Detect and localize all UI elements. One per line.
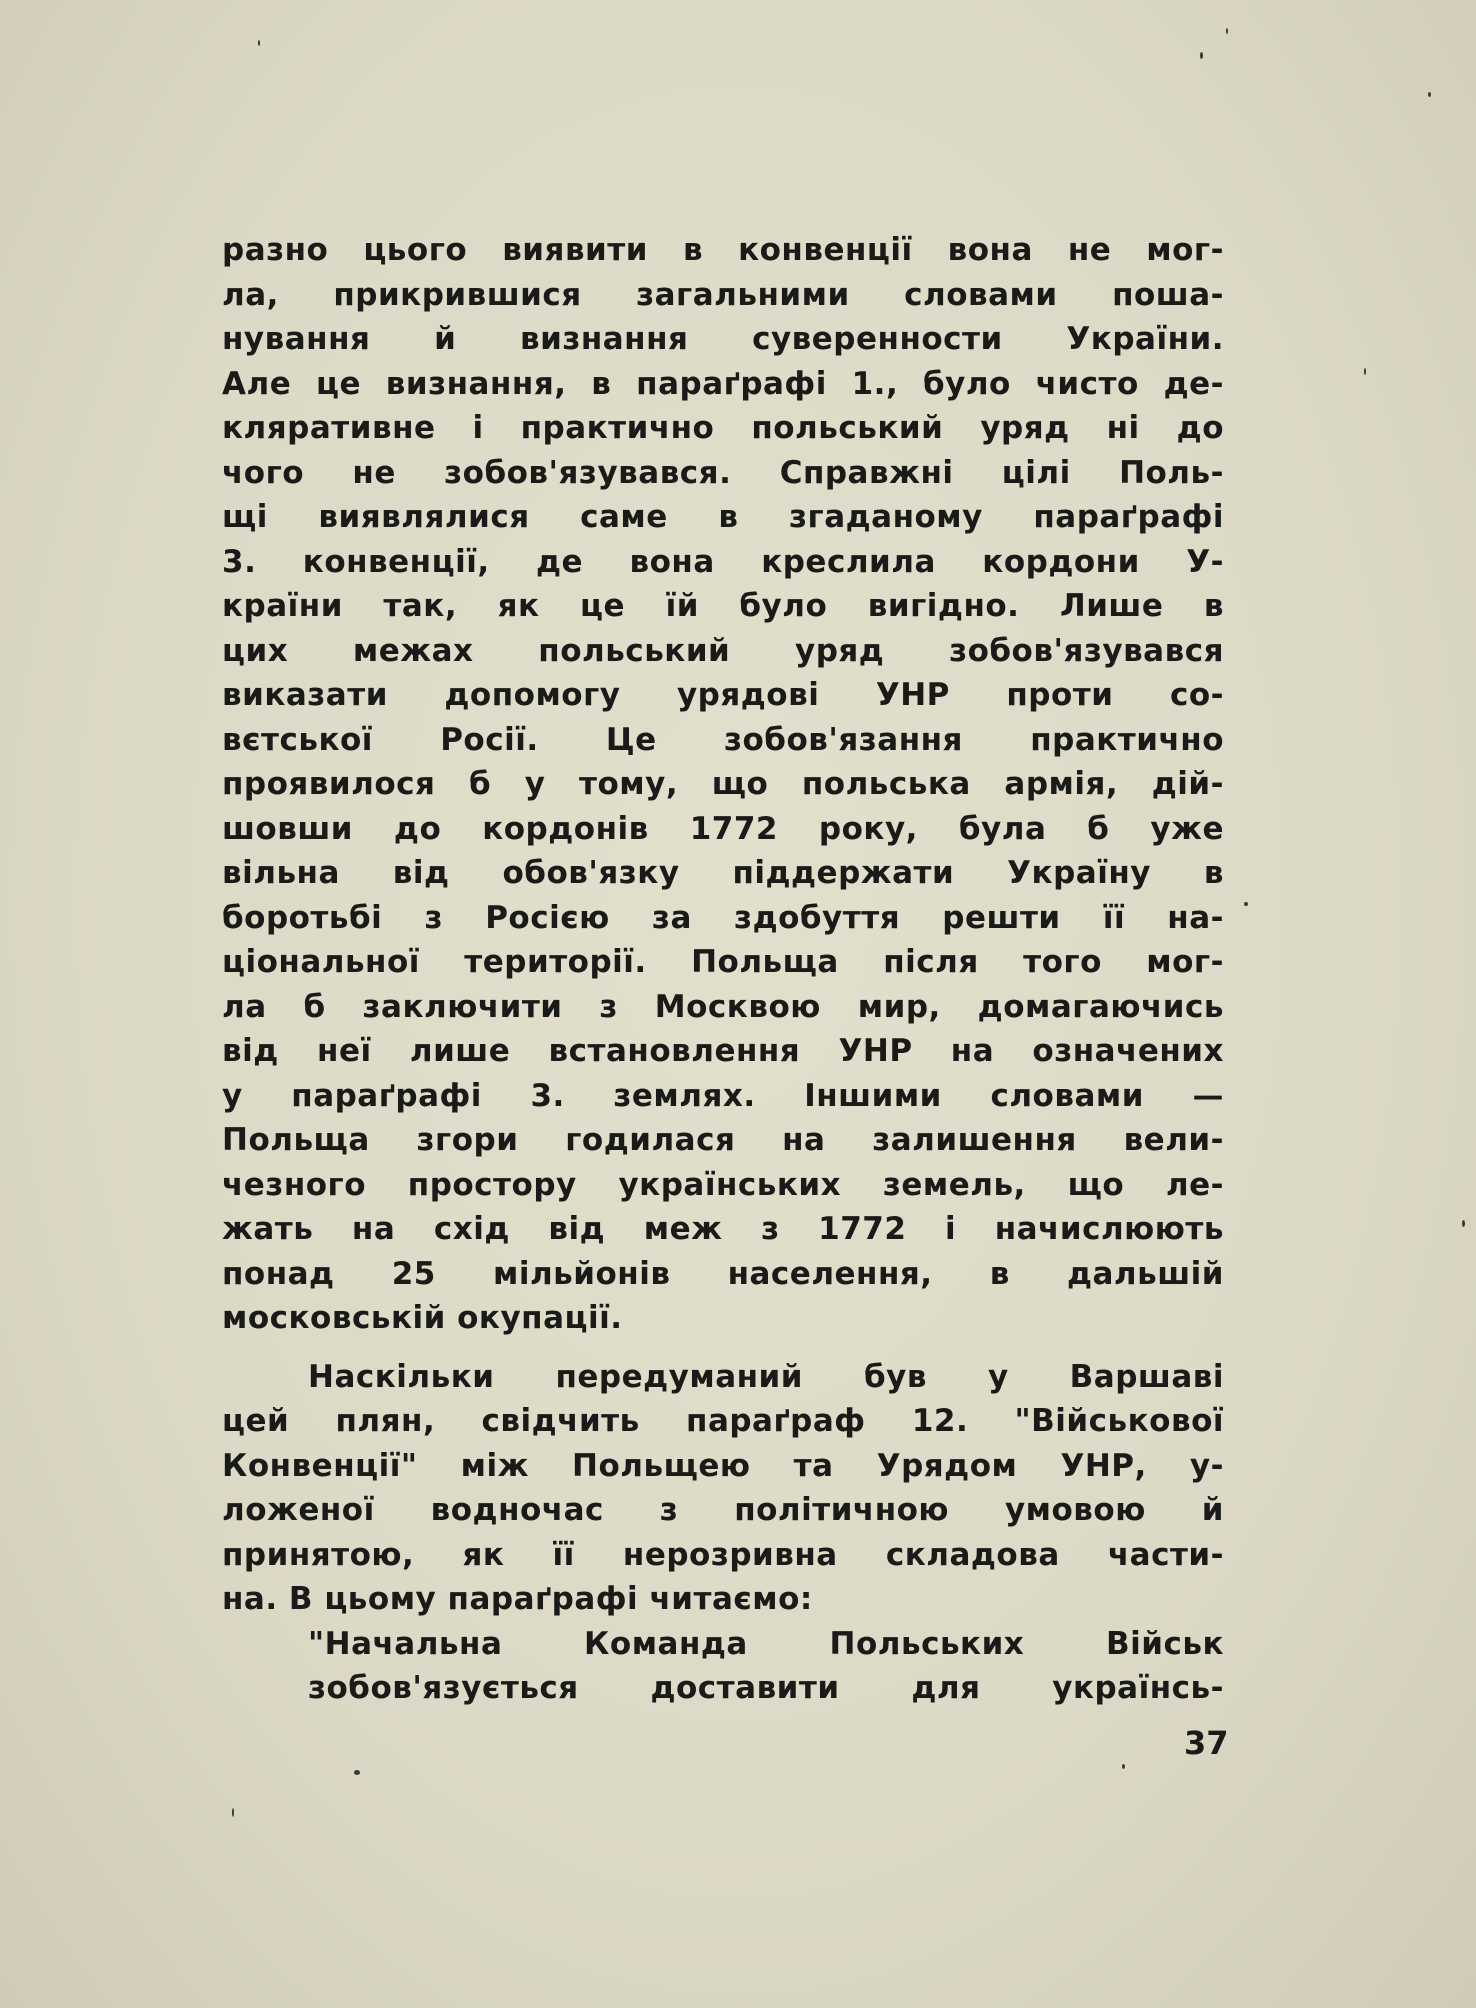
text-line: чезного простору українських земель, що ле- (222, 1166, 1224, 1203)
paragraph-gap (222, 1341, 1224, 1355)
paper-speck (1462, 1220, 1465, 1227)
text-line: разно цього виявити в конвенції вона не мог- (222, 232, 1224, 268)
text-line: принятою, як її нерозривна складова части- (222, 1536, 1224, 1573)
text-line: ціональної території. Польща після того мог- (222, 944, 1224, 980)
text-line: проявилося б у тому, що польська армія, дій- (222, 766, 1224, 802)
quote (222, 1622, 1224, 1711)
text-line: вєтської Росії. Це зобов'язання практично (222, 721, 1224, 758)
text-line: понад 25 мільйонів населення, в дальшій (222, 1255, 1224, 1292)
text-line: Польща згори годилася на залишення вели- (222, 1122, 1224, 1158)
text-line: жать на схід від меж з 1772 і начислюють (222, 1211, 1224, 1247)
text-line: від неї лише встановлення УНР на означених (222, 1033, 1224, 1069)
body-text (222, 228, 1224, 1711)
text-line: ложеної водночас з політичною умовою й (222, 1492, 1224, 1528)
text-line: Але це визнання, в параґрафі 1., було чисто де- (222, 365, 1224, 402)
paper-speck (1200, 52, 1203, 59)
text-line: щі виявлялися саме в згаданому параґрафі (222, 499, 1224, 535)
text-line: виказати допомогу урядові УНР проти со- (222, 677, 1224, 713)
text-line: вільна від обов'язку піддержати Україну в (222, 855, 1224, 891)
paragraph-1 (222, 228, 1224, 1341)
paper-speck (354, 1770, 360, 1775)
text-line: шовши до кордонів 1772 року, була б уже (222, 810, 1224, 847)
paper-speck (1364, 368, 1366, 375)
quote-line: "Начальна Команда Польських Військ (308, 1625, 1224, 1662)
paper-speck (232, 1808, 234, 1817)
text-line: цих межах польський уряд зобов'язувався (222, 632, 1224, 669)
quote-line: зобов'язується доставити для українсь- (308, 1670, 1224, 1706)
text-line: у параґрафі 3. землях. Іншими словами — (222, 1077, 1224, 1114)
text-line: Конвенції" між Польщею та Урядом УНР, у- (222, 1447, 1224, 1484)
text-line: ла, прикрившися загальними словами поша- (222, 276, 1224, 313)
paper-speck (1122, 1764, 1125, 1769)
text-line: боротьбі з Росією за здобуття решти її на- (222, 899, 1224, 936)
paper-speck (1226, 28, 1228, 34)
text-line: кляративне і практично польський уряд ні до (222, 410, 1224, 446)
paper-speck (1428, 92, 1431, 97)
text-line: чого не зобов'язувався. Справжні цілі Поль- (222, 454, 1224, 491)
text-line: нування й визнання суверенности України. (222, 321, 1224, 357)
paragraph-2 (222, 1355, 1224, 1622)
paper-speck (1244, 902, 1248, 906)
page-number: 37 (1184, 1724, 1229, 1762)
paper-speck (258, 40, 260, 46)
text-line: цей плян, свідчить параґраф 12. "Військової (222, 1403, 1224, 1439)
text-line: ла б заключити з Москвою мир, домагаючись (222, 988, 1224, 1025)
text-line: московській окупації. (222, 1300, 623, 1336)
text-line: країни так, як це їй було вигідно. Лише в (222, 588, 1224, 624)
text-line: 3. конвенції, де вона креслила кордони У- (222, 543, 1224, 580)
text-line: Наскільки передуманий був у Варшаві (308, 1358, 1224, 1395)
text-line: на. В цьому параґрафі читаємо: (222, 1581, 813, 1617)
